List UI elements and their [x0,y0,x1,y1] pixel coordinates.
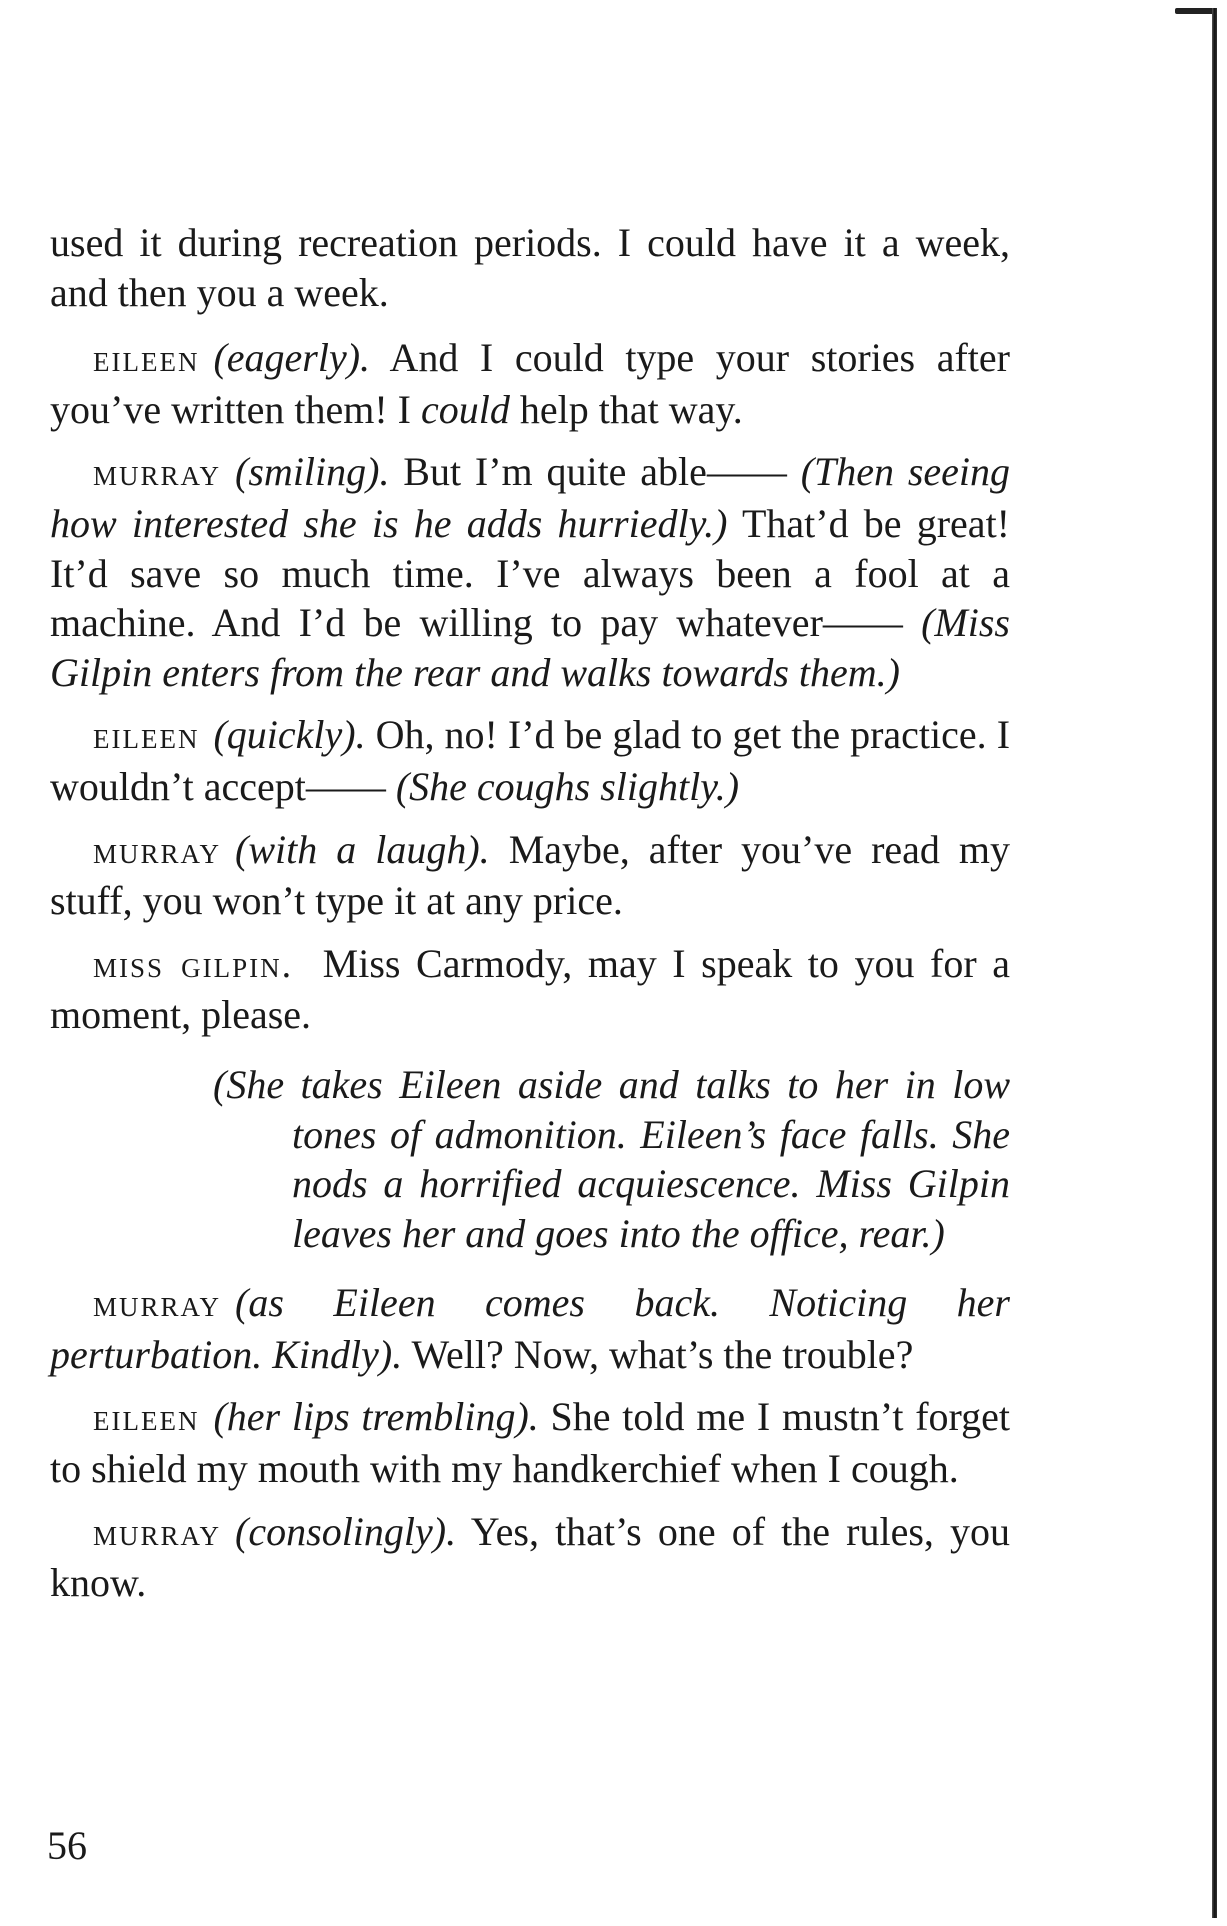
stage-direction: (Miss Gilpin enters from the rear and walks towards them.) [50,600,1010,695]
speaker-name: murray [93,1511,222,1554]
continuation-paragraph [50,218,1010,317]
dialogue-murray-4 [50,1507,1010,1608]
speaker-name: murray [93,1283,222,1326]
emphasized-word: could [421,386,510,432]
dialogue-miss-gilpin [50,939,1010,1040]
binding-edge-cap [1175,8,1217,14]
dialogue-eileen-1 [50,333,1010,434]
speaker-name: miss gilpin. [93,943,294,986]
stage-direction: (her lips trembling). [213,1394,539,1440]
dialogue-text: Yes, that’s one of the rules, you know. [50,1508,1011,1606]
dialogue-text: Maybe, after you’ve read my stuff, you won’t type it at any price. [50,826,1010,924]
page-number: 56 [47,1823,87,1868]
stage-direction: (quickly). [213,712,366,758]
dialogue-murray-1 [50,447,1010,697]
paragraph-text: used it during recreation periods. I could have it a week, and then you a week. [50,220,1010,315]
stage-direction: (Then seeing how interested she is he adds hurriedly.) [50,449,1011,546]
dialogue-text: Miss Carmody, may I speak to you for a moment, please. [50,940,1010,1038]
dialogue-eileen-2 [50,710,1010,811]
stage-direction: (She coughs slightly.) [395,763,740,809]
stage-direction-block: (She takes Eileen aside and talks to her in low tones of admonition. Eileen’s face falls. She nods a horrified acquiescence. Miss Gilpin leaves her and goes into the office, rear.) [213,1061,1010,1256]
dialogue-text: And I could type your stories after you’ve written them! I [50,335,1010,432]
dialogue-text: Oh, no! I’d be glad to get the practice. I wouldn’t accept—— [50,712,1011,809]
dialogue-murray-3 [50,1278,1010,1379]
dialogue-eileen-3 [50,1392,1010,1493]
play-text [50,218,1010,1621]
dialogue-text: help that way. [509,386,743,432]
stage-direction: (with a laugh). [235,826,490,872]
dialogue-murray-2 [50,825,1010,926]
speaker-name: eileen [93,1397,200,1440]
dialogue-text: But I’m quite able—— [403,449,801,495]
stage-direction: (as Eileen comes back. Noticing her perturbation. Kindly). [50,1280,1010,1377]
speaker-name: eileen [93,338,200,381]
dialogue-text: That’d be great! It’d save so much time. I’ve always been a fool at a machine. And I’d be willing to pay whatever—— [50,500,1010,646]
speaker-name: murray [93,452,222,495]
dialogue-text: Well? Now, what’s the trouble? [411,1331,914,1377]
speaker-name: murray [93,829,222,872]
dialogue-text: She told me I mustn’t forget to shield my mouth with my handkerchief when I cough. [50,1394,1010,1492]
stage-direction: (eagerly). [213,335,371,381]
binding-edge [1212,8,1217,1918]
stage-direction: (consolingly). [235,1508,457,1554]
stage-direction: (smiling). [235,449,390,495]
speaker-name: eileen [93,715,200,758]
